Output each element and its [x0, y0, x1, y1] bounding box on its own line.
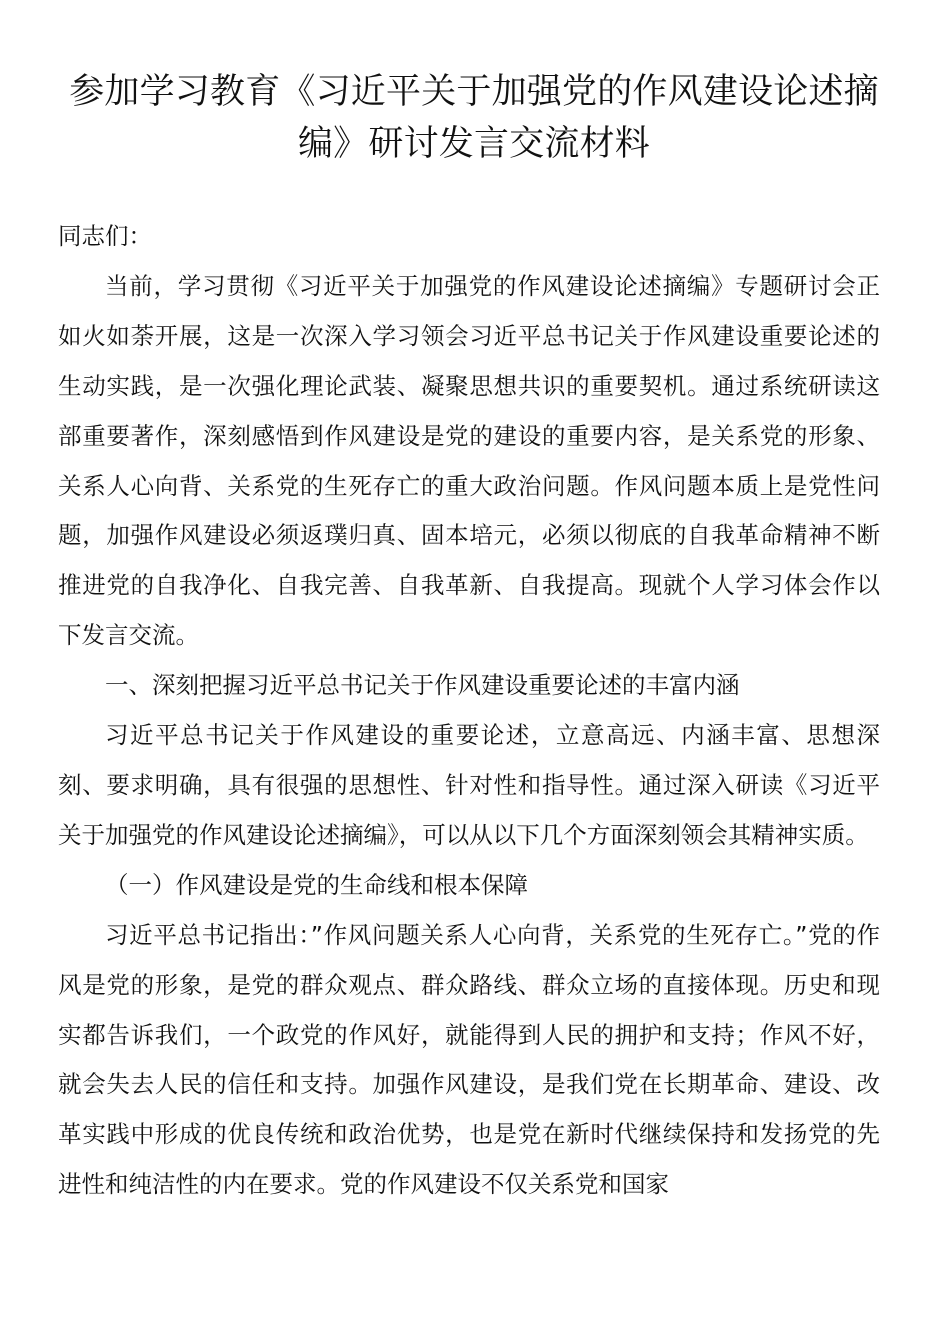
- document-body: [58, 212, 880, 1210]
- document-title: [58, 66, 880, 170]
- paragraph-section-1: 习近平总书记关于作风建设的重要论述，立意高远、内涵丰富、思想深刻、要求明确，具有很强的思想性、针对性和指导性。通过深入研读《习近平关于加强党的作风建设论述摘编》，可以从以下几个方面深刻领会其精神实质。: [58, 721, 880, 849]
- paragraph-subsection-1: 习近平总书记指出：”作风问题关系人心向背，关系党的生死存亡。”党的作风是党的形象，是党的群众观点、群众路线、群众立场的直接体现。历史和现实都告诉我们，一个政党的作风好，就能得到人民的拥护和支持；作风不好，就会失去人民的信任和支持。加强作风建设，是我们党在长期革命、建设、改革实践中形成的优良传统和政治优势，也是党在新时代继续保持和发扬党的先进性和纯洁性的内在要求。党的作风建设不仅关系党和国家: [58, 920, 880, 1199]
- section-heading-1: 一、深刻把握习近平总书记关于作风建设重要论述的丰富内涵: [105, 671, 740, 700]
- title-line-1: 参加学习教育《习近平关于加强党的作风建设论述摘: [69, 72, 879, 112]
- paragraph-intro: 当前，学习贯彻《习近平关于加强党的作风建设论述摘编》专题研讨会正如火如荼开展，这是一次深入学习领会习近平总书记关于作风建设重要论述的生动实践，是一次强化理论武装、凝聚思想共识的重要契机。通过系统研读这部重要著作，深刻感悟到作风建设是党的建设的重要内容，是关系党的形象、关系人心向背、关系党的生死存亡的重大政治问题。作风问题本质上是党性问题，加强作风建设必须返璞归真、固本培元，必须以彻底的自我革命精神不断推进党的自我净化、自我完善、自我革新、自我提高。现就个人学习体会作以下发言交流。: [58, 271, 880, 650]
- subsection-heading-1: （一）作风建设是党的生命线和根本保障: [105, 870, 528, 899]
- title-line-2: 编》研讨发言交流材料: [297, 124, 650, 164]
- salutation: 同志们：: [58, 222, 152, 250]
